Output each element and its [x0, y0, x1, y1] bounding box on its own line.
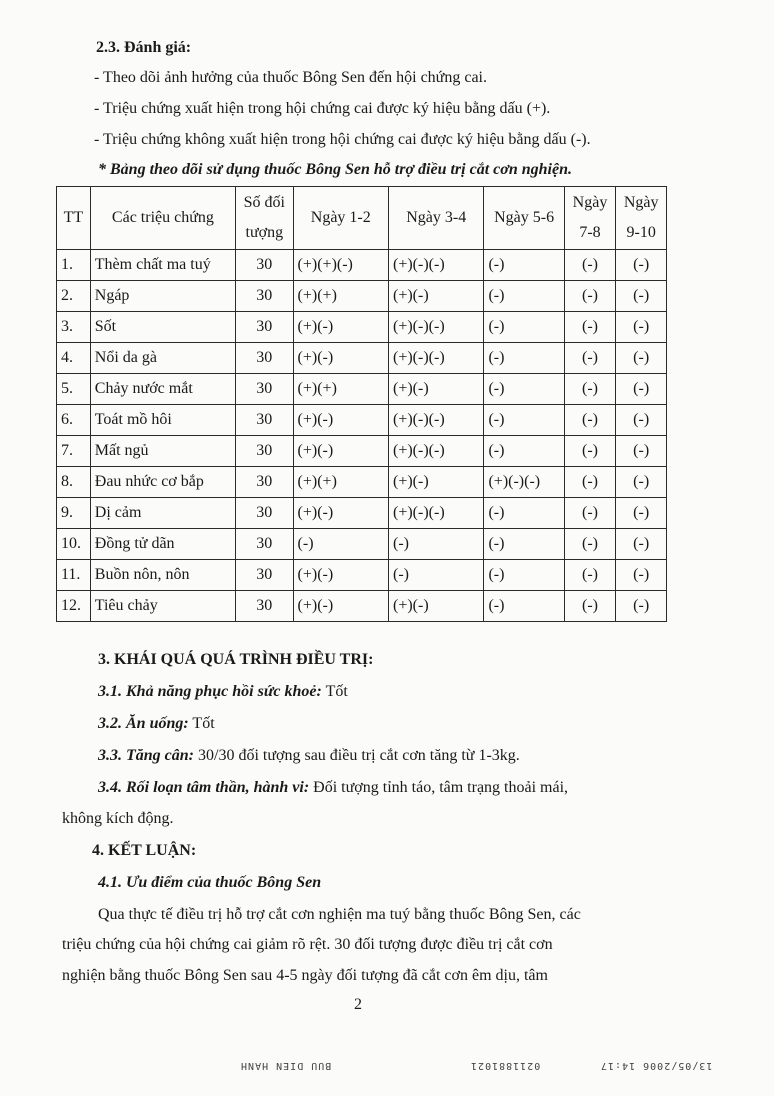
table-caption: * Bảng theo dõi sử dụng thuốc Bông Sen hỗ trợ điều trị cắt cơn nghiện. [98, 161, 572, 178]
day-7-8-value: (-) [564, 405, 616, 436]
day-7-8-value: (-) [564, 281, 616, 312]
row-number: 9. [57, 498, 91, 529]
symptom-name: Mất ngủ [90, 436, 235, 467]
day-3-4-value: (+)(-)(-) [389, 498, 484, 529]
day-3-4-value: (+)(-) [389, 281, 484, 312]
day-3-4-value: (+)(-)(-) [389, 405, 484, 436]
day-1-2-value: (+)(+)(-) [293, 250, 388, 281]
header-day-5-6: Ngày 5-6 [484, 187, 564, 250]
table-row [57, 436, 667, 467]
table-row [57, 343, 667, 374]
day-7-8-value: (-) [564, 591, 616, 622]
item-label: 3.4. Rối loạn tâm thần, hành vi: [98, 779, 310, 796]
subject-count: 30 [236, 529, 293, 560]
day-5-6-value: (-) [484, 560, 564, 591]
item-label: 3.1. Khả năng phục hồi sức khoẻ: [98, 683, 322, 700]
section-heading-2-3: 2.3. Đánh giá: [96, 39, 192, 56]
symptom-name: Dị cảm [90, 498, 235, 529]
day-1-2-value: (+)(-) [293, 405, 388, 436]
section-heading-3: 3. KHÁI QUÁ QUÁ TRÌNH ĐIỀU TRỊ: [98, 651, 374, 668]
table-row [57, 374, 667, 405]
day-5-6-value: (-) [484, 374, 564, 405]
symptom-name: Đau nhức cơ bắp [90, 467, 235, 498]
row-number: 10. [57, 529, 91, 560]
symptom-name: Tiêu chảy [90, 591, 235, 622]
day-5-6-value: (-) [484, 529, 564, 560]
subject-count: 30 [236, 405, 293, 436]
subject-count: 30 [236, 250, 293, 281]
subject-count: 30 [236, 467, 293, 498]
day-3-4-value: (+)(-)(-) [389, 250, 484, 281]
row-number: 7. [57, 436, 91, 467]
row-number: 12. [57, 591, 91, 622]
day-3-4-value: (+)(-)(-) [389, 312, 484, 343]
body-line: - Triệu chứng xuất hiện trong hội chứng cai được ký hiệu bằng dấu (+). [94, 100, 551, 117]
day-5-6-value: (-) [484, 436, 564, 467]
day-9-10-value: (-) [616, 591, 667, 622]
day-5-6-value: (-) [484, 250, 564, 281]
row-number: 4. [57, 343, 91, 374]
day-1-2-value: (+)(-) [293, 343, 388, 374]
body-line: - Triệu chứng không xuất hiện trong hội chứng cai được ký hiệu bằng dấu (-). [94, 131, 591, 148]
subject-count: 30 [236, 374, 293, 405]
body-line: - Theo dõi ảnh hưởng của thuốc Bông Sen đến hội chứng cai. [94, 69, 487, 86]
item-3-4 [98, 778, 568, 798]
day-7-8-value: (-) [564, 343, 616, 374]
day-7-8-value: (-) [564, 436, 616, 467]
day-3-4-value: (-) [389, 529, 484, 560]
table-row [57, 560, 667, 591]
day-9-10-value: (-) [616, 312, 667, 343]
item-text: Đối tượng tỉnh táo, tâm trạng thoải mái, [309, 779, 569, 796]
symptom-name: Ngáp [90, 281, 235, 312]
day-7-8-value: (-) [564, 560, 616, 591]
day-7-8-value: (-) [564, 498, 616, 529]
paragraph-line: nghiện bằng thuốc Bông Sen sau 4-5 ngày đối tượng đã cắt cơn êm dịu, tâm [62, 967, 548, 984]
item-label: 3.3. Tăng cân: [98, 747, 194, 764]
day-3-4-value: (+)(-) [389, 467, 484, 498]
subject-count: 30 [236, 436, 293, 467]
day-5-6-value: (-) [484, 281, 564, 312]
item-text: Tốt [321, 683, 348, 700]
symptom-name: Thèm chất ma tuý [90, 250, 235, 281]
day-9-10-value: (-) [616, 281, 667, 312]
subject-count: 30 [236, 560, 293, 591]
item-text: 30/30 đối tượng sau điều trị cắt cơn tăng từ 1-3kg. [194, 747, 520, 764]
day-9-10-value: (-) [616, 343, 667, 374]
symptom-name: Đồng tử dãn [90, 529, 235, 560]
day-5-6-value: (-) [484, 591, 564, 622]
paragraph-line: triệu chứng của hội chứng cai giảm rõ rệt. 30 đối tượng được điều trị cắt cơn [62, 936, 553, 953]
table-row [57, 250, 667, 281]
day-5-6-value: (-) [484, 498, 564, 529]
day-5-6-value: (-) [484, 312, 564, 343]
day-1-2-value: (+)(-) [293, 591, 388, 622]
row-number: 11. [57, 560, 91, 591]
day-9-10-value: (-) [616, 250, 667, 281]
table-header-row [57, 187, 667, 250]
header-day-3-4: Ngày 3-4 [389, 187, 484, 250]
day-1-2-value: (+)(-) [293, 560, 388, 591]
day-7-8-value: (-) [564, 529, 616, 560]
symptom-name: Chảy nước mắt [90, 374, 235, 405]
day-1-2-value: (+)(-) [293, 312, 388, 343]
day-9-10-value: (-) [616, 467, 667, 498]
header-tt: TT [57, 187, 91, 250]
day-9-10-value: (-) [616, 529, 667, 560]
day-1-2-value: (+)(+) [293, 467, 388, 498]
section-heading-4: 4. KẾT LUẬN: [92, 842, 197, 859]
row-number: 3. [57, 312, 91, 343]
header-day-9-10: Ngày 9-10 [616, 187, 667, 250]
header-day-1-2: Ngày 1-2 [293, 187, 388, 250]
day-9-10-value: (-) [616, 436, 667, 467]
day-9-10-value: (-) [616, 498, 667, 529]
table-body [57, 250, 667, 622]
item-3-4-continued: không kích động. [62, 810, 174, 827]
day-1-2-value: (-) [293, 529, 388, 560]
day-7-8-value: (-) [564, 312, 616, 343]
day-3-4-value: (+)(-) [389, 374, 484, 405]
table-row [57, 405, 667, 436]
row-number: 2. [57, 281, 91, 312]
symptom-name: Nổi da gà [90, 343, 235, 374]
day-5-6-value: (+)(-)(-) [484, 467, 564, 498]
fax-footer-middle: 0211881021 [470, 1060, 541, 1071]
table-row [57, 498, 667, 529]
day-9-10-value: (-) [616, 405, 667, 436]
subject-count: 30 [236, 343, 293, 374]
symptom-name: Sốt [90, 312, 235, 343]
page-number: 2 [354, 996, 362, 1013]
day-1-2-value: (+)(+) [293, 281, 388, 312]
table-row [57, 467, 667, 498]
subject-count: 30 [236, 591, 293, 622]
table-row [57, 312, 667, 343]
subject-count: 30 [236, 498, 293, 529]
header-count: Số đối tượng [236, 187, 293, 250]
symptom-name: Buồn nôn, nôn [90, 560, 235, 591]
item-text: Tốt [188, 715, 215, 732]
symptom-name: Toát mồ hôi [90, 405, 235, 436]
paragraph-line: Qua thực tế điều trị hỗ trợ cắt cơn nghiện ma tuý bằng thuốc Bông Sen, các [98, 906, 581, 923]
item-3-2 [98, 714, 215, 734]
row-number: 5. [57, 374, 91, 405]
day-3-4-value: (+)(-) [389, 591, 484, 622]
item-3-3 [98, 746, 520, 766]
day-9-10-value: (-) [616, 374, 667, 405]
day-1-2-value: (+)(-) [293, 498, 388, 529]
day-3-4-value: (-) [389, 560, 484, 591]
item-3-1 [98, 682, 348, 702]
header-symptoms: Các triệu chứng [90, 187, 235, 250]
day-3-4-value: (+)(-)(-) [389, 343, 484, 374]
day-5-6-value: (-) [484, 405, 564, 436]
fax-footer-right: 13/05/2006 14:17 [600, 1060, 713, 1071]
day-7-8-value: (-) [564, 250, 616, 281]
header-day-7-8: Ngày 7-8 [564, 187, 616, 250]
fax-footer-left: BUU DIEN HANH [240, 1060, 332, 1071]
row-number: 1. [57, 250, 91, 281]
day-5-6-value: (-) [484, 343, 564, 374]
day-3-4-value: (+)(-)(-) [389, 436, 484, 467]
day-9-10-value: (-) [616, 560, 667, 591]
row-number: 6. [57, 405, 91, 436]
day-1-2-value: (+)(+) [293, 374, 388, 405]
subject-count: 30 [236, 312, 293, 343]
item-label: 3.2. Ăn uống: [98, 715, 189, 732]
subject-count: 30 [236, 281, 293, 312]
day-7-8-value: (-) [564, 374, 616, 405]
table-row [57, 281, 667, 312]
table-row [57, 591, 667, 622]
day-7-8-value: (-) [564, 467, 616, 498]
sub-heading-4-1: 4.1. Ưu điểm của thuốc Bông Sen [98, 874, 322, 891]
row-number: 8. [57, 467, 91, 498]
symptom-table [56, 186, 667, 622]
table-row [57, 529, 667, 560]
day-1-2-value: (+)(-) [293, 436, 388, 467]
